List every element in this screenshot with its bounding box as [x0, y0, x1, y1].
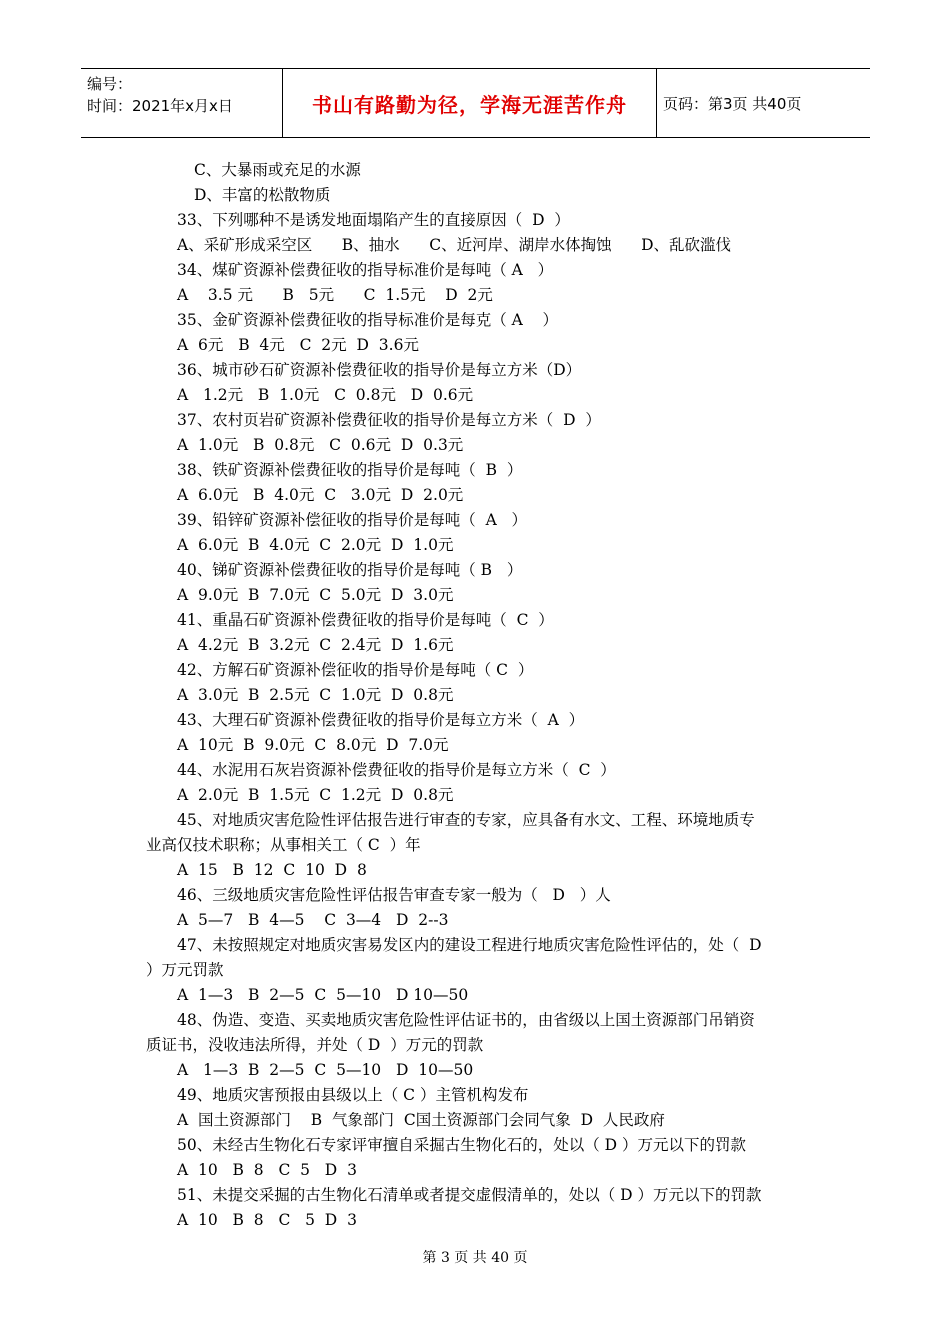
text-line: 48、伪造、变造、买卖地质灾害危险性评估证书的，由省级以上国土资源部门吊销资	[177, 1011, 755, 1029]
text-line: 37、农村页岩矿资源补偿费征收的指导价是每立方米（ D ）	[177, 411, 601, 429]
text-line: C、大暴雨或充足的水源	[194, 161, 361, 179]
text-line: A 1—3 B 2—5 C 5—10 D 10—50	[177, 1061, 474, 1079]
text-line: 49、地质灾害预报由县级以上（ C ）主管机构发布	[177, 1086, 529, 1104]
header-meta	[81, 69, 282, 137]
text-line: 45、对地质灾害危险性评估报告进行审查的专家，应具备有水文、工程、环境地质专	[177, 811, 755, 829]
page-header	[81, 68, 870, 138]
text-line: 38、铁矿资源补偿费征收的指导价是每吨（ B ）	[177, 461, 523, 479]
text-line: A 1—3 B 2—5 C 5—10 D 10—50	[177, 986, 469, 1004]
text-line: ）万元罚款	[146, 961, 224, 979]
text-line: A 6元 B 4元 C 2元 D 3.6元	[177, 336, 419, 354]
text-line: A 国土资源部门 B 气象部门 C国土资源部门会同气象 D 人民政府	[177, 1111, 665, 1129]
text-line: 42、方解石矿资源补偿征收的指导价是每吨（ C ）	[177, 661, 534, 679]
text-line: A 3.5 元 B 5元 C 1.5元 D 2元	[177, 286, 493, 304]
text-line: 34、煤矿资源补偿费征收的指导标准价是每吨（ A ）	[177, 261, 554, 279]
text-line: A 5—7 B 4—5 C 3—4 D 2--3	[177, 911, 449, 929]
text-line: A 1.2元 B 1.0元 C 0.8元 D 0.6元	[177, 386, 474, 404]
date-label: 时间：2021年x月x日	[87, 97, 233, 115]
text-line: 33、下列哪种不是诱发地面塌陷产生的直接原因（ D ）	[177, 211, 570, 229]
text-line: 36、城市砂石矿资源补偿费征收的指导价是每立方米（D）	[177, 361, 582, 379]
text-line: 47、未按照规定对地质灾害易发区内的建设工程进行地质灾害危险性评估的，处（ D	[177, 936, 762, 954]
text-line: 44、水泥用石灰岩资源补偿费征收的指导价是每立方米（ C ）	[177, 761, 616, 779]
text-line: A 2.0元 B 1.5元 C 1.2元 D 0.8元	[177, 786, 454, 804]
text-line: 51、未提交采掘的古生物化石清单或者提交虚假清单的，处以（ D ）万元以下的罚款	[177, 1186, 762, 1204]
text-line: A 6.0元 B 4.0元 C 2.0元 D 1.0元	[177, 536, 454, 554]
text-line: 35、金矿资源补偿费征收的指导标准价是每克（ A ）	[177, 311, 559, 329]
page-footer: 第 3 页 共 40 页	[422, 1250, 528, 1266]
text-line: A、采矿形成采空区 B、抽水 C、近河岸、湖岸水体掏蚀 D、乱砍滥伐	[177, 236, 732, 254]
text-line: D、丰富的松散物质	[194, 186, 331, 204]
text-line: A 10 B 8 C 5 D 3	[177, 1161, 357, 1179]
header-motto: 书山有路勤为径，学海无涯苦作舟	[282, 69, 657, 137]
number-label: 编号：	[87, 75, 133, 93]
text-line: A 1.0元 B 0.8元 C 0.6元 D 0.3元	[177, 436, 464, 454]
text-line: 50、未经古生物化石专家评审擅自采掘古生物化石的，处以（ D ）万元以下的罚款	[177, 1136, 747, 1154]
text-line: A 4.2元 B 3.2元 C 2.4元 D 1.6元	[177, 636, 454, 654]
text-line: 46、三级地质灾害危险性评估报告审查专家一般为（ D ）人	[177, 886, 611, 904]
text-line: 41、重晶石矿资源补偿费征收的指导价是每吨（ C ）	[177, 611, 554, 629]
text-line: 业高仅技术职称；从事相关工（ C ）年	[146, 836, 421, 854]
text-line: A 15 B 12 C 10 D 8	[177, 861, 367, 879]
text-line: A 9.0元 B 7.0元 C 5.0元 D 3.0元	[177, 586, 454, 604]
text-line: A 10 B 8 C 5 D 3	[177, 1211, 357, 1229]
text-line: 40、锑矿资源补偿费征收的指导价是每吨（ B ）	[177, 561, 523, 579]
text-line: A 10元 B 9.0元 C 8.0元 D 7.0元	[177, 736, 449, 754]
text-line: 39、铅锌矿资源补偿征收的指导价是每吨（ A ）	[177, 511, 528, 529]
text-line: A 6.0元 B 4.0元 C 3.0元 D 2.0元	[177, 486, 464, 504]
text-line: 43、大理石矿资源补偿费征收的指导价是每立方米（ A ）	[177, 711, 585, 729]
header-page-number: 页码：第3页 共40页	[663, 94, 802, 113]
text-line: 质证书，没收违法所得，并处（ D ）万元的罚款	[146, 1036, 484, 1054]
text-line: A 3.0元 B 2.5元 C 1.0元 D 0.8元	[177, 686, 454, 704]
